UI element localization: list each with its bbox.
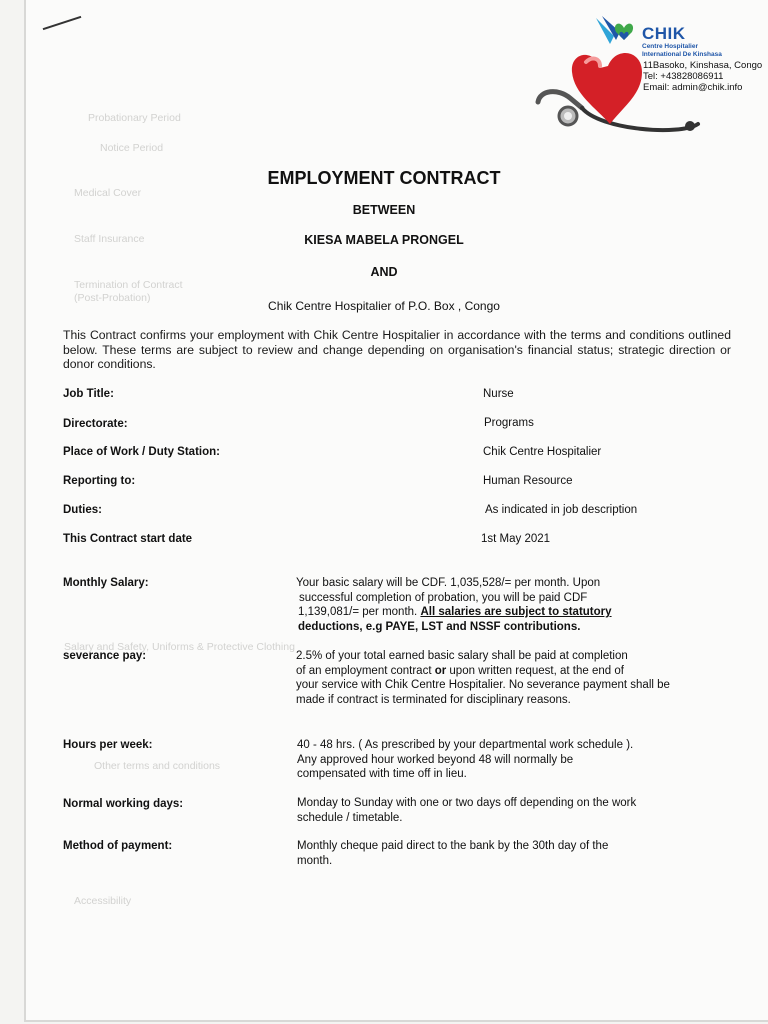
job-title-value: Nurse bbox=[483, 388, 514, 400]
heart-stethoscope-icon bbox=[530, 40, 705, 140]
brand-subtitle-line: International De Kinshasa bbox=[642, 50, 722, 58]
reporting-value: Human Resource bbox=[483, 475, 573, 487]
severance-line: 2.5% of your total earned basic salary shall be paid at completion bbox=[296, 650, 628, 662]
and-label: AND bbox=[370, 265, 398, 279]
intro-paragraph: This Contract confirms your employment with Chik Centre Hospitalier in accordance with the terms and conditions outlined below. These terms are subject to review and change depending on organisation's financial status; strategic direction or donor conditions. bbox=[63, 328, 731, 371]
reporting-label: Reporting to: bbox=[63, 475, 136, 487]
payment-method-line: month. bbox=[297, 854, 333, 867]
severance-or: or bbox=[434, 664, 447, 677]
salary-amount: 1,139,081/= per month. bbox=[298, 606, 421, 618]
hours-line: 40 - 48 hrs. ( As prescribed by your departmental work schedule ). bbox=[297, 739, 634, 751]
brand-subtitle-line: Centre Hospitalier bbox=[642, 43, 698, 50]
working-days-label: Normal working days: bbox=[63, 798, 184, 810]
salary-deductions-detail: deductions, e.g PAYE, LST and NSSF contributions. bbox=[298, 620, 581, 633]
working-days-line: Monday to Sunday with one or two days off depending on the work bbox=[297, 797, 637, 809]
severance-line: your service with Chik Centre Hospitalier. No severance payment shall be bbox=[296, 679, 670, 691]
working-days-value bbox=[297, 796, 636, 825]
hours-line: compensated with time off in lieu. bbox=[297, 768, 467, 780]
salary-line: Your basic salary will be CDF. 1,035,528/= per month. Upon bbox=[296, 577, 601, 589]
bleed-text: Notice Period bbox=[100, 142, 164, 154]
payment-method-line: Monthly cheque paid direct to the bank by the 30th day of the bbox=[297, 840, 609, 852]
hours-value bbox=[297, 738, 633, 782]
place-label: Place of Work / Duty Station: bbox=[63, 446, 220, 458]
severance-value bbox=[296, 649, 670, 707]
start-date-value: 1st May 2021 bbox=[481, 533, 551, 545]
salary-deductions-note: All salaries are subject to statutory bbox=[420, 606, 612, 618]
hours-line: Any approved hour worked beyond 48 will normally be bbox=[297, 753, 574, 766]
start-date-label: This Contract start date bbox=[63, 533, 193, 545]
place-value: Chik Centre Hospitalier bbox=[483, 446, 602, 458]
address: 11Basoko, Kinshasa, Congo bbox=[643, 60, 763, 71]
salary-value bbox=[296, 576, 612, 634]
hours-label: Hours per week: bbox=[63, 739, 153, 751]
bleed-text: Probationary Period bbox=[88, 112, 181, 124]
severance-line: made if contract is terminated for disciplinary reasons. bbox=[296, 693, 571, 706]
working-days-line: schedule / timetable. bbox=[297, 811, 403, 824]
bleed-text: Medical Cover bbox=[74, 187, 142, 199]
directorate-label: Directorate: bbox=[63, 418, 128, 430]
contract-title: EMPLOYMENT CONTRACT bbox=[267, 168, 501, 188]
brand-name: CHIK bbox=[642, 24, 686, 43]
job-title-label: Job Title: bbox=[63, 388, 114, 400]
duties-value: As indicated in job description bbox=[485, 504, 638, 516]
directorate-value: Programs bbox=[484, 417, 534, 429]
duties-label: Duties: bbox=[63, 504, 102, 516]
bleed-text: Accessibility bbox=[74, 895, 132, 907]
email: Email: admin@chik.info bbox=[643, 82, 743, 93]
salary-label: Monthly Salary: bbox=[63, 577, 149, 589]
bleed-text: Termination of Contract bbox=[74, 279, 183, 291]
bleed-text: (Post-Probation) bbox=[74, 292, 151, 304]
telephone: Tel: +43828086911 bbox=[643, 71, 724, 82]
salary-line bbox=[296, 605, 612, 620]
payment-method-label: Method of payment: bbox=[63, 840, 173, 852]
bleed-text: Staff Insurance bbox=[74, 233, 145, 245]
employer-name: Chik Centre Hospitalier of P.O. Box , Congo bbox=[268, 299, 500, 313]
bleed-text: Other terms and conditions bbox=[94, 760, 221, 772]
severance-text: of an employment contract bbox=[296, 664, 435, 677]
severance-label: severance pay: bbox=[63, 650, 147, 662]
salary-line: successful completion of probation, you will be paid CDF bbox=[299, 591, 588, 604]
between-label: BETWEEN bbox=[352, 203, 416, 217]
severance-line bbox=[296, 664, 670, 679]
severance-text: upon written request, at the end of bbox=[446, 664, 624, 677]
bleed-text: Salary and Safety, Uniforms & Protective Clothing bbox=[64, 641, 295, 653]
payment-method-value bbox=[297, 839, 608, 868]
employee-name: KIESA MABELA PRONGEL bbox=[304, 233, 464, 247]
